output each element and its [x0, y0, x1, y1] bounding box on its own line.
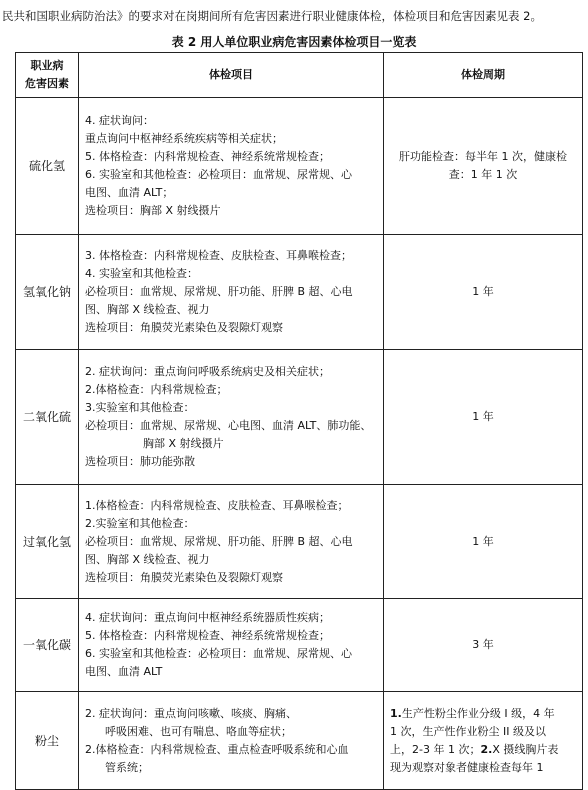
- table-row: [16, 235, 583, 350]
- period-line: 1 次，生产性作业粉尘 II 级及以: [390, 724, 546, 738]
- table-row: [16, 98, 583, 235]
- table-row: [16, 350, 583, 485]
- item-line: 图、胸部 X 线检查、视力: [85, 552, 210, 566]
- table-row: [16, 485, 583, 599]
- item-line: 4. 症状询问：重点询问中枢神经系统器质性疾病；: [85, 611, 330, 624]
- header-period: 体检周期: [384, 53, 583, 98]
- factor-cell: 氢氧化钠: [16, 235, 79, 350]
- period-cell: 3 年: [384, 599, 583, 692]
- factor-cell: 二氧化硫: [16, 350, 79, 485]
- item-line: 必检项目：血常规、尿常规、心电图、血清 ALT、肺功能、: [85, 419, 372, 432]
- item-line: 呼吸困难、也可有喘息、咯血等症状；: [105, 724, 292, 738]
- factor-cell: 硫化氢: [16, 98, 79, 235]
- period-text: X 摄线胸片表: [492, 742, 559, 756]
- item-line: 选检项目：肺功能弥散: [85, 455, 195, 468]
- table-caption: 表 2 用人单位职业病危害因素体检项目一览表: [171, 35, 417, 49]
- item-line: 6. 实验室和其他检查：必检项目：血常规、尿常规、心: [85, 647, 352, 660]
- period-line: [390, 705, 576, 723]
- item-line: 2.实验室和其他检查：: [85, 516, 195, 530]
- period-cell: 1 年: [384, 350, 583, 485]
- period-number: 2.: [480, 742, 493, 756]
- item-line: 选检项目：角膜荧光素染色及裂隙灯观察: [85, 570, 283, 584]
- intro-text: 民共和国职业病防治法》的要求对在岗期间所有危害因素进行职业健康体检，体检项目和危害因素见表 2。: [2, 9, 542, 23]
- period-line: 现为观察对象者健康检查每年 1: [390, 760, 544, 774]
- item-line: 必检项目：血常规、尿常规、肝功能、肝脾 B 超、心电: [85, 534, 353, 548]
- table-header-row: [16, 53, 583, 98]
- period-line: 查：1 年 1 次: [448, 168, 518, 181]
- item-line: 胸部 X 射线摄片: [143, 437, 224, 450]
- item-line: 4. 实验室和其他检查：: [85, 267, 198, 280]
- item-line: 5. 体格检查：内科常规检查、神经系统常规检查；: [85, 150, 330, 163]
- exam-items-table: [15, 52, 583, 790]
- period-line: [390, 741, 576, 759]
- table-row: [16, 599, 583, 692]
- period-cell: 1 年: [384, 485, 583, 599]
- item-line: 电图、血清 ALT: [85, 665, 163, 678]
- period-cell: 1 年: [384, 235, 583, 350]
- items-cell: [79, 98, 384, 235]
- header-factor-line1: 职业病: [30, 59, 64, 72]
- period-cell: [384, 692, 583, 790]
- item-line: 1.体格检查：内科常规检查、皮肤检查、耳鼻喉检查；: [85, 498, 349, 512]
- item-line: 电图、血清 ALT；: [85, 186, 174, 199]
- item-line: 3. 体格检查：内科常规检查、皮肤检查、耳鼻喉检查；: [85, 249, 352, 262]
- period-line: 肝功能检查：每半年 1 次，健康检: [399, 150, 567, 163]
- item-line: 2. 症状询问：重点询问呼吸系统病史及相关症状；: [85, 365, 330, 378]
- items-cell: [79, 692, 384, 790]
- item-line: 6. 实验室和其他检查：必检项目：血常规、尿常规、心: [85, 168, 352, 181]
- header-items: 体检项目: [79, 53, 384, 98]
- item-line: 必检项目：血常规、尿常规、肝功能、肝脾 B 超、心电: [85, 285, 353, 298]
- item-line: 选检项目：角膜荧光素染色及裂隙灯观察: [85, 321, 283, 334]
- header-factor: [16, 53, 79, 98]
- item-line: 5. 体格检查：内科常规检查、神经系统常规检查；: [85, 629, 330, 642]
- factor-cell: 一氧化碳: [16, 599, 79, 692]
- table-row: [16, 692, 583, 790]
- items-cell: [79, 485, 384, 599]
- item-line: 3.实验室和其他检查：: [85, 401, 195, 414]
- items-cell: [79, 350, 384, 485]
- item-line: 选检项目：胸部 X 射线摄片: [85, 204, 221, 217]
- period-text: 生产性粉尘作业分级 I 级，4 年: [401, 706, 555, 720]
- item-line: 重点询问中枢神经系统疾病等相关症状；: [85, 132, 283, 145]
- items-cell: [79, 599, 384, 692]
- period-cell: [384, 98, 583, 235]
- period-number: 1.: [390, 706, 402, 720]
- item-line: 2. 症状询问：重点询问咳嗽、咳痰、胸痛、: [85, 706, 297, 720]
- item-line: 图、胸部 X 线检查、视力: [85, 303, 210, 316]
- item-line: 2.体格检查：内科常规检查、重点检查呼吸系统和心血: [85, 742, 349, 756]
- period-text: 上，2-3 年 1 次；: [390, 742, 481, 756]
- factor-cell: 过氧化氢: [16, 485, 79, 599]
- item-line: 管系统；: [105, 760, 149, 774]
- header-factor-line2: 危害因素: [25, 77, 69, 90]
- factor-cell: 粉尘: [16, 692, 79, 790]
- items-cell: [79, 235, 384, 350]
- item-line: 2.体格检查：内科常规检查；: [85, 383, 228, 396]
- item-line: 4. 症状询问：: [85, 114, 154, 127]
